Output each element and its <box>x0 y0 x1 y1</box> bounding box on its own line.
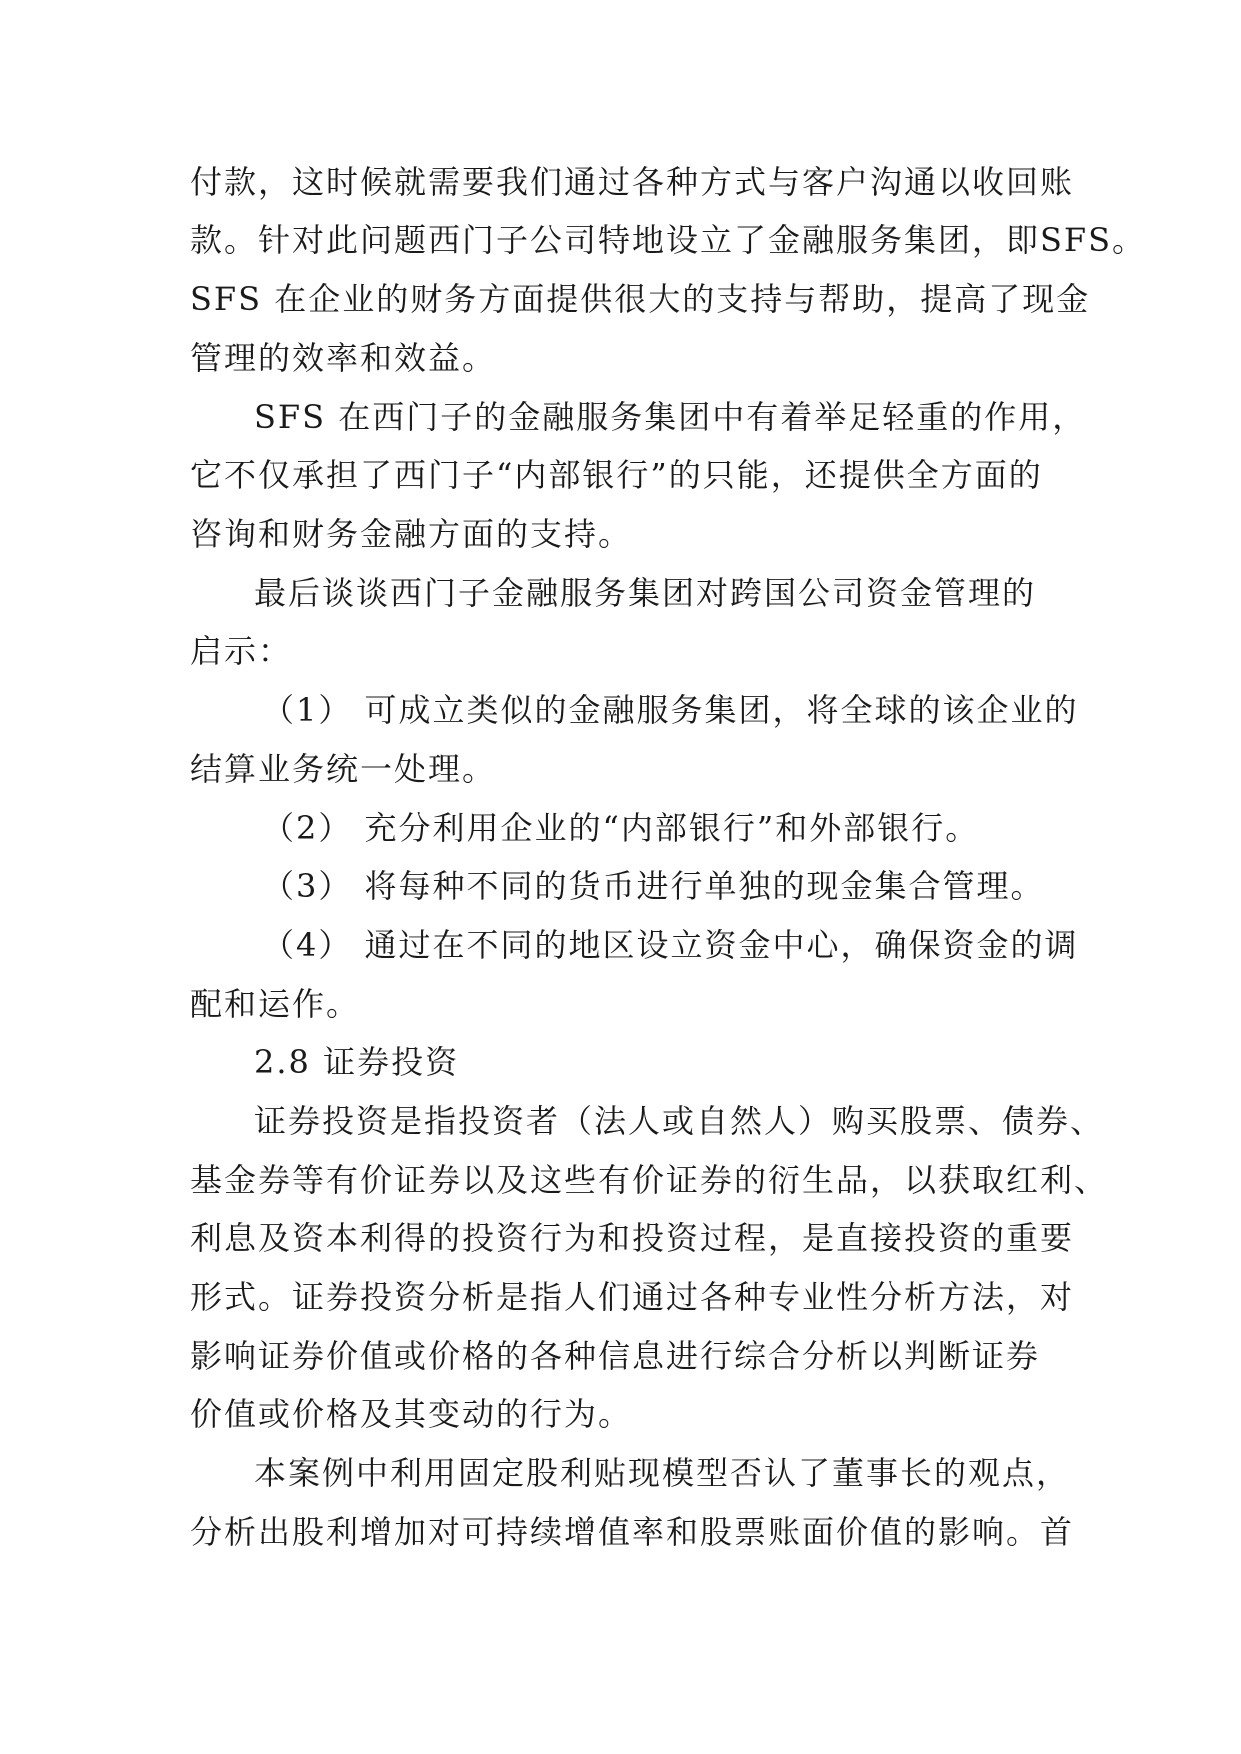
section-heading: 2.8 证券投资 <box>254 1043 460 1081</box>
text-line: 配和运作。 <box>190 985 361 1023</box>
text-line: 基金券等有价证券以及这些有价证券的衍生品，以获取红利、 <box>190 1161 1109 1199</box>
list-item: （1） 可成立类似的金融服务集团，将全球的该企业的 <box>262 691 1079 729</box>
text-line: 付款，这时候就需要我们通过各种方式与客户沟通以收回账 <box>190 163 1075 201</box>
text-line: 款。针对此问题西门子公司特地设立了金融服务集团，即SFS。 <box>190 221 1147 259</box>
paragraph-first-line: 本案例中利用固定股利贴现模型否认了董事长的观点， <box>254 1454 1071 1492</box>
list-item: （2） 充分利用企业的“内部银行”和外部银行。 <box>262 809 980 847</box>
text-line: SFS 在企业的财务方面提供很大的支持与帮助，提高了现金 <box>190 280 1091 318</box>
text-line: 价值或价格及其变动的行为。 <box>190 1395 633 1433</box>
paragraph-first-line: SFS 在西门子的金融服务集团中有着举足轻重的作用， <box>254 398 1087 436</box>
text-line: 结算业务统一处理。 <box>190 750 497 788</box>
text-line: 形式。证券投资分析是指人们通过各种专业性分析方法，对 <box>190 1278 1075 1316</box>
list-item: （3） 将每种不同的货币进行单独的现金集合管理。 <box>262 867 1045 905</box>
text-line: 咨询和财务金融方面的支持。 <box>190 515 633 553</box>
text-line: 管理的效率和效益。 <box>190 339 497 377</box>
text-line: 启示： <box>190 632 293 670</box>
text-line: 分析出股利增加对可持续增值率和股票账面价值的影响。首 <box>190 1513 1075 1551</box>
paragraph-first-line: 证券投资是指投资者（法人或自然人）购买股票、债券、 <box>254 1102 1105 1140</box>
text-line: 影响证券价值或价格的各种信息进行综合分析以判断证券 <box>190 1337 1041 1375</box>
list-item: （4） 通过在不同的地区设立资金中心，确保资金的调 <box>262 926 1079 964</box>
text-line: 利息及资本利得的投资行为和投资过程，是直接投资的重要 <box>190 1219 1075 1257</box>
paragraph-first-line: 最后谈谈西门子金融服务集团对跨国公司资金管理的 <box>254 574 1037 612</box>
text-line: 它不仅承担了西门子“内部银行”的只能，还提供全方面的 <box>190 456 1043 494</box>
